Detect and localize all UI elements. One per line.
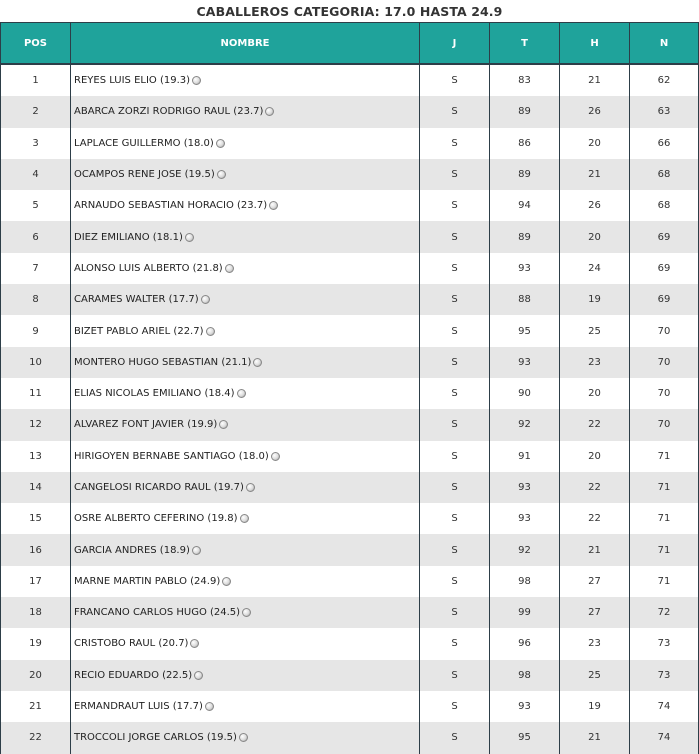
cell-n: 70 <box>629 347 699 378</box>
player-name: OSRE ALBERTO CEFERINO (19.8) <box>74 513 238 525</box>
cell-j: S <box>419 472 489 503</box>
cell-h: 19 <box>559 284 629 315</box>
cell-t: 90 <box>489 378 559 409</box>
table-row[interactable] <box>0 409 699 440</box>
golf-ball-icon <box>242 608 251 617</box>
table-header <box>0 22 699 65</box>
cell-j: S <box>419 409 489 440</box>
cell-h: 20 <box>559 378 629 409</box>
cell-n: 66 <box>629 128 699 159</box>
cell-t: 88 <box>489 284 559 315</box>
cell-nombre[interactable] <box>70 378 419 409</box>
table-row[interactable] <box>0 159 699 190</box>
player-name: ARNAUDO SEBASTIAN HORACIO (23.7) <box>74 200 268 212</box>
player-name: FRANCANO CARLOS HUGO (24.5) <box>74 607 241 619</box>
cell-t: 83 <box>489 65 559 96</box>
player-name: ELIAS NICOLAS EMILIANO (18.4) <box>74 388 235 400</box>
cell-h: 22 <box>559 409 629 440</box>
golf-ball-icon <box>206 327 215 336</box>
table-row[interactable] <box>0 722 699 753</box>
cell-t: 89 <box>489 159 559 190</box>
cell-pos: 8 <box>0 284 70 315</box>
cell-h: 25 <box>559 660 629 691</box>
player-name: OCAMPOS RENE JOSE (19.5) <box>74 169 215 181</box>
table-row[interactable] <box>0 472 699 503</box>
cell-nombre[interactable] <box>70 503 419 534</box>
golf-ball-icon <box>205 702 214 711</box>
column-header-t[interactable]: T <box>489 23 559 63</box>
table-row[interactable] <box>0 315 699 346</box>
golf-ball-icon <box>192 76 201 85</box>
column-header-n[interactable]: N <box>629 23 699 63</box>
cell-n: 73 <box>629 660 699 691</box>
golf-ball-icon <box>222 577 231 586</box>
cell-pos: 15 <box>0 503 70 534</box>
player-name: GARCIA ANDRES (18.9) <box>74 544 190 556</box>
cell-pos: 13 <box>0 441 70 472</box>
cell-j: S <box>419 660 489 691</box>
cell-t: 95 <box>489 315 559 346</box>
table-row[interactable] <box>0 597 699 628</box>
table-row[interactable] <box>0 96 699 127</box>
cell-nombre[interactable] <box>70 472 419 503</box>
table-row[interactable] <box>0 378 699 409</box>
cell-nombre[interactable] <box>70 660 419 691</box>
golf-ball-icon <box>185 233 194 242</box>
cell-j: S <box>419 284 489 315</box>
cell-nombre[interactable] <box>70 96 419 127</box>
cell-pos: 3 <box>0 128 70 159</box>
column-header-nombre[interactable]: NOMBRE <box>70 23 419 63</box>
cell-j: S <box>419 722 489 753</box>
cell-nombre[interactable] <box>70 65 419 96</box>
player-name: ALONSO LUIS ALBERTO (21.8) <box>74 262 223 274</box>
cell-j: S <box>419 128 489 159</box>
cell-t: 92 <box>489 534 559 565</box>
player-name: MARNE MARTIN PABLO (24.9) <box>74 575 221 587</box>
cell-t: 89 <box>489 96 559 127</box>
cell-n: 71 <box>629 534 699 565</box>
cell-h: 21 <box>559 722 629 753</box>
golf-ball-icon <box>246 483 255 492</box>
cell-n: 71 <box>629 472 699 503</box>
cell-t: 98 <box>489 660 559 691</box>
cell-j: S <box>419 96 489 127</box>
cell-j: S <box>419 159 489 190</box>
cell-n: 71 <box>629 503 699 534</box>
cell-t: 93 <box>489 503 559 534</box>
cell-nombre[interactable] <box>70 628 419 659</box>
player-name: MONTERO HUGO SEBASTIAN (21.1) <box>74 356 252 368</box>
cell-j: S <box>419 315 489 346</box>
cell-h: 22 <box>559 472 629 503</box>
cell-pos: 11 <box>0 378 70 409</box>
golf-ball-icon <box>216 139 225 148</box>
player-name: CRISTOBO RAUL (20.7) <box>74 638 189 650</box>
golf-ball-icon <box>271 452 280 461</box>
cell-h: 21 <box>559 159 629 190</box>
golf-ball-icon <box>217 170 226 179</box>
cell-j: S <box>419 347 489 378</box>
cell-n: 70 <box>629 409 699 440</box>
player-name: ALVAREZ FONT JAVIER (19.9) <box>74 419 218 431</box>
player-name: TROCCOLI JORGE CARLOS (19.5) <box>74 732 237 744</box>
player-name: DIEZ EMILIANO (18.1) <box>74 231 183 243</box>
cell-j: S <box>419 190 489 221</box>
cell-nombre[interactable] <box>70 534 419 565</box>
cell-j: S <box>419 597 489 628</box>
player-name: RECIO EDUARDO (22.5) <box>74 669 193 681</box>
cell-nombre[interactable] <box>70 190 419 221</box>
cell-t: 92 <box>489 409 559 440</box>
cell-nombre[interactable] <box>70 128 419 159</box>
cell-h: 27 <box>559 566 629 597</box>
cell-n: 74 <box>629 691 699 722</box>
cell-h: 24 <box>559 253 629 284</box>
cell-j: S <box>419 503 489 534</box>
golf-ball-icon <box>219 420 228 429</box>
table-row[interactable] <box>0 190 699 221</box>
golf-ball-icon <box>265 107 274 116</box>
cell-n: 70 <box>629 315 699 346</box>
cell-nombre[interactable] <box>70 221 419 252</box>
cell-t: 93 <box>489 253 559 284</box>
player-name: ERMANDRAUT LUIS (17.7) <box>74 701 203 713</box>
cell-t: 98 <box>489 566 559 597</box>
cell-pos: 12 <box>0 409 70 440</box>
cell-j: S <box>419 691 489 722</box>
cell-nombre[interactable] <box>70 409 419 440</box>
cell-nombre[interactable] <box>70 284 419 315</box>
golf-ball-icon <box>201 295 210 304</box>
column-header-pos[interactable]: POS <box>0 23 70 63</box>
column-header-j[interactable]: J <box>419 23 489 63</box>
player-name: BIZET PABLO ARIEL (22.7) <box>74 325 204 337</box>
cell-h: 27 <box>559 597 629 628</box>
golf-ball-icon <box>240 514 249 523</box>
cell-pos: 21 <box>0 691 70 722</box>
cell-j: S <box>419 378 489 409</box>
cell-n: 74 <box>629 722 699 753</box>
player-name: LAPLACE GUILLERMO (18.0) <box>74 137 214 149</box>
cell-n: 71 <box>629 441 699 472</box>
cell-pos: 20 <box>0 660 70 691</box>
cell-h: 20 <box>559 128 629 159</box>
cell-h: 23 <box>559 347 629 378</box>
cell-j: S <box>419 534 489 565</box>
cell-t: 95 <box>489 722 559 753</box>
table-row[interactable] <box>0 660 699 691</box>
golf-ball-icon <box>192 546 201 555</box>
cell-nombre[interactable] <box>70 691 419 722</box>
player-name: CARAMES WALTER (17.7) <box>74 294 199 306</box>
cell-t: 93 <box>489 691 559 722</box>
cell-t: 94 <box>489 190 559 221</box>
cell-n: 69 <box>629 284 699 315</box>
table-row[interactable] <box>0 503 699 534</box>
cell-h: 25 <box>559 315 629 346</box>
cell-n: 69 <box>629 221 699 252</box>
cell-pos: 17 <box>0 566 70 597</box>
cell-h: 20 <box>559 221 629 252</box>
table-row[interactable] <box>0 284 699 315</box>
cell-h: 19 <box>559 691 629 722</box>
table-row[interactable] <box>0 221 699 252</box>
cell-n: 73 <box>629 628 699 659</box>
golf-ball-icon <box>237 389 246 398</box>
cell-pos: 2 <box>0 96 70 127</box>
cell-pos: 4 <box>0 159 70 190</box>
table-row[interactable] <box>0 628 699 659</box>
cell-t: 93 <box>489 347 559 378</box>
cell-pos: 5 <box>0 190 70 221</box>
table-row[interactable] <box>0 65 699 96</box>
cell-h: 23 <box>559 628 629 659</box>
cell-h: 21 <box>559 534 629 565</box>
cell-nombre[interactable] <box>70 347 419 378</box>
golf-ball-icon <box>190 639 199 648</box>
cell-nombre[interactable] <box>70 722 419 753</box>
cell-j: S <box>419 628 489 659</box>
cell-nombre[interactable] <box>70 566 419 597</box>
player-name: REYES LUIS ELIO (19.3) <box>74 75 191 87</box>
cell-h: 21 <box>559 65 629 96</box>
cell-t: 93 <box>489 472 559 503</box>
cell-n: 72 <box>629 597 699 628</box>
table-row[interactable] <box>0 128 699 159</box>
cell-pos: 14 <box>0 472 70 503</box>
cell-n: 71 <box>629 566 699 597</box>
cell-pos: 16 <box>0 534 70 565</box>
cell-n: 70 <box>629 378 699 409</box>
cell-pos: 22 <box>0 722 70 753</box>
cell-t: 99 <box>489 597 559 628</box>
cell-h: 20 <box>559 441 629 472</box>
golf-ball-icon <box>194 671 203 680</box>
cell-h: 26 <box>559 96 629 127</box>
cell-j: S <box>419 566 489 597</box>
cell-t: 89 <box>489 221 559 252</box>
cell-pos: 19 <box>0 628 70 659</box>
cell-t: 91 <box>489 441 559 472</box>
table-row[interactable] <box>0 441 699 472</box>
cell-n: 69 <box>629 253 699 284</box>
cell-pos: 10 <box>0 347 70 378</box>
cell-pos: 6 <box>0 221 70 252</box>
cell-nombre[interactable] <box>70 253 419 284</box>
column-header-h[interactable]: H <box>559 23 629 63</box>
page-title: CABALLEROS CATEGORIA: 17.0 HASTA 24.9 <box>196 4 503 19</box>
results-table <box>0 22 699 754</box>
cell-nombre[interactable] <box>70 441 419 472</box>
table-row[interactable] <box>0 253 699 284</box>
cell-nombre[interactable] <box>70 315 419 346</box>
cell-t: 86 <box>489 128 559 159</box>
cell-j: S <box>419 65 489 96</box>
golf-ball-icon <box>253 358 262 367</box>
cell-pos: 7 <box>0 253 70 284</box>
player-name: CANGELOSI RICARDO RAUL (19.7) <box>74 482 244 493</box>
cell-n: 68 <box>629 159 699 190</box>
table-row[interactable] <box>0 691 699 722</box>
cell-h: 26 <box>559 190 629 221</box>
cell-h: 22 <box>559 503 629 534</box>
table-body <box>0 65 699 754</box>
player-name: HIRIGOYEN BERNABE SANTIAGO (18.0) <box>74 450 269 462</box>
golf-ball-icon <box>269 201 278 210</box>
player-name: ABARCA ZORZI RODRIGO RAUL (23.7) <box>74 106 264 118</box>
cell-j: S <box>419 221 489 252</box>
golf-ball-icon <box>239 733 248 742</box>
cell-n: 68 <box>629 190 699 221</box>
cell-n: 62 <box>629 65 699 96</box>
cell-pos: 9 <box>0 315 70 346</box>
cell-j: S <box>419 441 489 472</box>
cell-nombre[interactable] <box>70 159 419 190</box>
table-row[interactable] <box>0 566 699 597</box>
table-row[interactable] <box>0 347 699 378</box>
golf-ball-icon <box>225 264 234 273</box>
cell-nombre[interactable] <box>70 597 419 628</box>
cell-pos: 18 <box>0 597 70 628</box>
cell-t: 96 <box>489 628 559 659</box>
cell-j: S <box>419 253 489 284</box>
cell-pos: 1 <box>0 65 70 96</box>
cell-n: 63 <box>629 96 699 127</box>
table-row[interactable] <box>0 534 699 565</box>
